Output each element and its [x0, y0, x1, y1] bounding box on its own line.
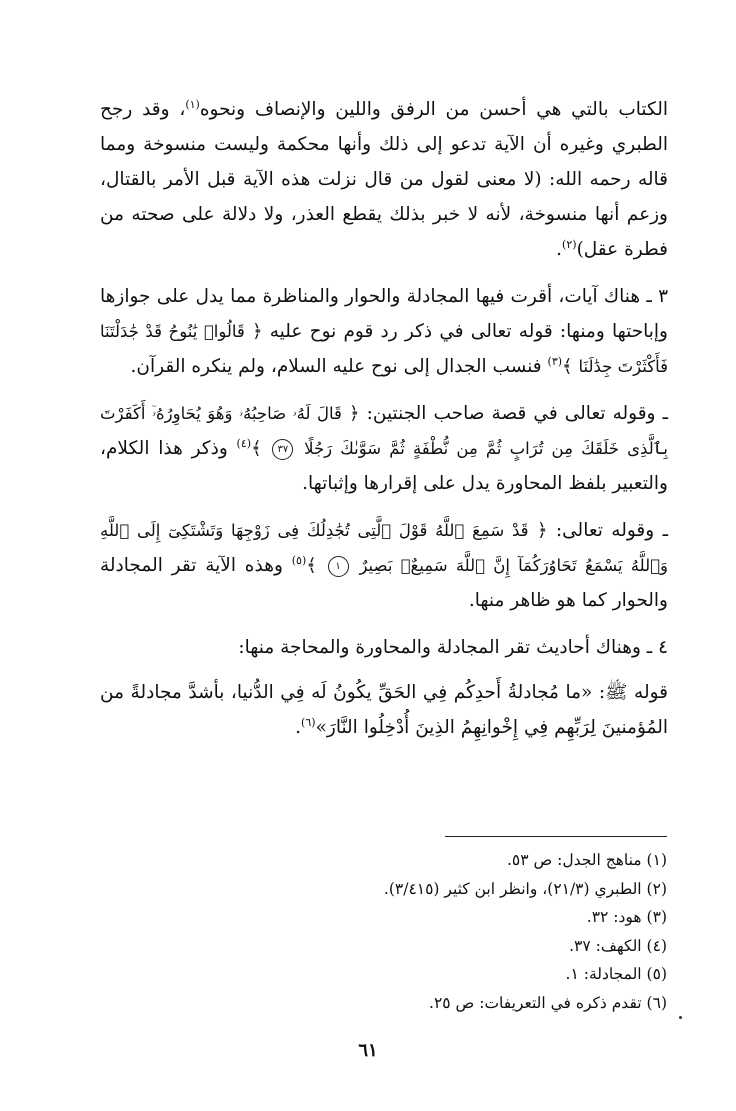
quran-close-brace: ﴾ — [562, 356, 573, 377]
footnote-1: (١) مناهج الجدل: ص ٥٣. — [506, 851, 667, 869]
main-text — [100, 92, 668, 757]
quran-open-brace: ﴿ — [349, 403, 360, 424]
quran-verse-mujadila: قَدْ سَمِعَ ٱللَّهُ قَوْلَ ٱلَّتِى تُجَٰدِلُكَ فِى زَوْجِهَا وَتَشْتَكِىٓ إِلَى ٱللَّهِ وَٱللَّهُ يَسْمَعُ تَحَاوُرَكُمَآ إِنَّ ٱللَّهَ سَمِيعٌۢ بَصِيرٌ — [100, 521, 668, 575]
footnote-3: (٣) هود: ٣٢. — [586, 908, 667, 926]
scan-speck — [679, 1016, 682, 1019]
footnote-divider — [445, 836, 667, 837]
footnote-ref-2[interactable]: (٢) — [562, 237, 577, 251]
paragraph-6: قوله ﷺ: «ما مُجادلةُ أَحدِكُم فِي الحَقِّ يكُونُ لَه فِي الدُّنيا، بأشدَّ مجادلةً من المُؤمنينَ لِرَبِّهِم فِي إِخْوانِهِمُ الذِينَ أُدْخِلُوا النَّارَ»$^{(٦)}$. — [100, 682, 668, 738]
paragraph-4: ـ وقوله تعالى: ﴿ قَدْ سَمِعَ ٱللَّهُ قَوْلَ ٱلَّتِى تُجَٰدِلُكَ فِى زَوْجِهَا وَتَشْتَكِىٓ إِلَى ٱللَّهِ وَٱللَّهُ يَسْمَعُ تَحَاوُرَكُمَآ إِنَّ ٱللَّهَ سَمِيعٌۢ بَصِيرٌ ١ ﴾$^{(٥)}$ وهذه الآية تقر المجادلة والحوار كما هو ظاهر منها. — [100, 520, 669, 611]
verse-number-marker: ١ — [328, 556, 349, 577]
paragraph-1: الكتاب بالتي هي أحسن من الرفق واللين والإنصاف ونحوه$^{(١)}$، وقد رجح الطبري وغيره أن الآية تدعو إلى ذلك وأنها محكمة وليست منسوخة ومما قاله رحمه الله: (لا معنى لقول من قال نزلت هذه الآية قبل الأمر بالقتال، وزعم أنها منسوخة، لأنه لا خبر بذلك يقطع العذر، ولا دلالة على صحته من فطرة عقل)$^{(٢)}$. — [100, 97, 668, 260]
footnote-ref-4[interactable]: (٤) — [236, 436, 252, 450]
quran-close-brace: ﴾ — [306, 555, 317, 576]
paragraph-3: ـ وقوله تعالى في قصة صاحب الجنتين: ﴿ قَالَ لَهُۥ صَاحِبُهُۥ وَهُوَ يُحَاوِرُهُۥٓ أَكَفَرْتَ بِٱلَّذِى خَلَقَكَ مِن تُرَابٍ ثُمَّ مِن نُّطْفَةٍ ثُمَّ سَوَّىٰكَ رَجُلًا ٣٧ ﴾$^{(٤)}$ وذكر هذا الكلام، والتعبير بلفظ المحاورة يدل على إقرارها وإثباتها. — [100, 403, 668, 494]
page-number: ٦١ — [358, 1040, 378, 1061]
footnote-ref-6[interactable]: (٦) — [301, 715, 316, 729]
footnote-ref-1[interactable]: (١) — [185, 97, 200, 111]
footnote-ref-5[interactable]: (٥) — [291, 553, 307, 567]
paragraph-2: ٣ ـ هناك آيات، أقرت فيها المجادلة والحوار والمناظرة مما يدل على جوازها وإباحتها ومنها: قوله تعالى في ذكر رد قوم نوح عليه ﴿ قَالُوا۟ يَٰنُوحُ قَدْ جَٰدَلْتَنَا فَأَكْثَرْتَ جِدَٰلَنَا ﴾$^{(٣)}$ فنسب الجدال إلى نوح عليه السلام، ولم ينكره القرآن. — [100, 286, 668, 377]
footnote-6: (٦) تقدم ذكره في التعريفات: ص ٢٥. — [429, 993, 667, 1012]
quran-open-brace: ﴿ — [536, 520, 548, 541]
footnotes-list — [160, 846, 667, 1017]
footnote-5: (٥) المجادلة: ١. — [565, 965, 667, 983]
quran-verse-kahf: قَالَ لَهُۥ صَاحِبُهُۥ وَهُوَ يُحَاوِرُهُۥٓ أَكَفَرْتَ بِٱلَّذِى خَلَقَكَ مِن تُرَابٍ ثُمَّ مِن نُّطْفَةٍ ثُمَّ سَوَّىٰكَ رَجُلًا — [100, 404, 668, 458]
paragraph-5: ٤ ـ وهناك أحاديث تقر المجادلة والمحاورة والمحاجة منها: — [238, 637, 668, 658]
quran-verse-hud: قَالُوا۟ يَٰنُوحُ قَدْ جَٰدَلْتَنَا فَأَكْثَرْتَ جِدَٰلَنَا — [100, 322, 668, 376]
footnote-ref-3[interactable]: (٣) — [547, 354, 563, 368]
footnote-4: (٤) الكهف: ٣٧. — [569, 936, 667, 955]
verse-number-marker: ٣٧ — [272, 439, 293, 460]
quran-open-brace: ﴿ — [252, 321, 263, 342]
quran-close-brace: ﴾ — [251, 438, 262, 459]
footnote-2: (٢) الطبري (٢١/٣)، وانظر ابن كثير (٣/٤١٥). — [383, 879, 667, 898]
